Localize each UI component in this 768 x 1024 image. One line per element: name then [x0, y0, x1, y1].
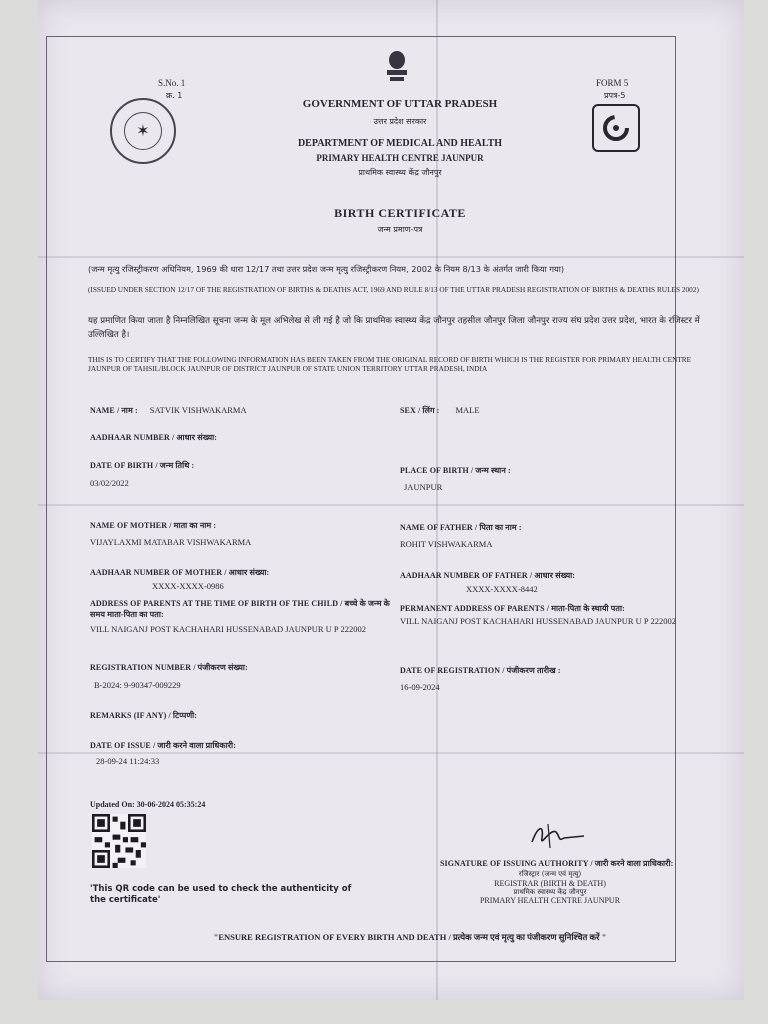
certify-statement: THIS IS TO CERTIFY THAT THE FOLLOWING INFORMATION HAS BEEN TAKEN FROM THE ORIGINAL RECORD OF BIRTH WHICH IS THE REGISTER FOR PRIMARY HEALTH CENTRE JAUNPUR OF TAHSIL/BLOCK JAUNPUR OF DISTRICT JAUNPUR OF STATE UNION TERRITORY UTTAR PRADESH, INDIA: [88, 355, 692, 373]
registration-number-value: B-2024: 9-90347-009229: [94, 680, 181, 690]
name-value: SATVIK VISHWAKARMA: [149, 405, 247, 415]
remarks-label: REMARKS (IF ANY) / टिप्पणी:: [90, 711, 198, 720]
qr-code-icon: [92, 814, 146, 868]
father-name-value: ROHIT VISHWAKARMA: [400, 539, 493, 549]
birth-address-label: ADDRESS OF PARENTS AT THE TIME OF BIRTH OF THE CHILD / बच्चे के जन्म के समय माता-पिता का पता:: [90, 599, 390, 619]
certify-statement-hindi: यह प्रमाणित किया जाता है निम्नलिखित सूचना जन्म के मूल अभिलेख से ली गई है जो कि प्राथमिक स्वास्थ्य केंद्र जौनपुर तहसील जौनपुर जिला जौनपुर राज्य संघ प्रदेश उत्तर प्रदेश, भारत के रजिस्टर में उल्लिखित है।: [88, 316, 700, 340]
act-statement: (ISSUED UNDER SECTION 12/17 OF THE REGISTRATION OF BIRTHS & DEATHS ACT, 1969 AND RULE 8/13 OF THE UTTAR PRADESH REGISTRATION OF BIRTHS & DEATHS RULES 2002): [88, 285, 699, 294]
serial-number: S.No. 1: [158, 78, 186, 88]
pob-value: JAUNPUR: [404, 482, 443, 492]
permanent-address-label: PERMANENT ADDRESS OF PARENTS / माता-पिता के स्थायी पता:: [400, 604, 625, 613]
phc-title-hindi: प्राथमिक स्वास्थ्य केंद्र जौनपुर: [358, 168, 442, 177]
serial-number-hindi: क्र. 1: [166, 91, 183, 100]
registrar-hindi: रजिस्ट्रार (जन्म एवं मृत्यु): [518, 870, 582, 878]
registration-number-label: REGISTRATION NUMBER / पंजीकरण संख्या:: [90, 663, 248, 672]
aadhaar-label: AADHAAR NUMBER / आधार संख्या:: [90, 433, 218, 442]
authority-signature-icon: [528, 818, 588, 852]
national-emblem-icon: [384, 50, 410, 84]
name-label: NAME / नाम :: [90, 406, 138, 415]
certificate-title: BIRTH CERTIFICATE: [334, 206, 466, 220]
phc-title: PRIMARY HEALTH CENTRE JAUNPUR: [316, 153, 484, 163]
department-title: DEPARTMENT OF MEDICAL AND HEALTH: [297, 138, 503, 149]
government-title-hindi: उत्तर प्रदेश सरकार: [373, 117, 427, 126]
government-title: GOVERNMENT OF UTTAR PRADESH: [302, 98, 498, 110]
registrar-title: REGISTRAR (BIRTH & DEATH): [494, 879, 606, 888]
name-row: [90, 400, 247, 418]
health-department-logo-icon: [592, 104, 640, 152]
birth-address-value: VILL NAIGANJ POST KACHAHARI HUSSENABAD JAUNPUR U P 222002: [90, 624, 366, 634]
qr-note: 'This QR code can be used to check the authenticity of the certificate': [90, 884, 352, 905]
form-number-hindi: प्रपत्र-5: [604, 91, 626, 100]
mother-aadhaar-label: AADHAAR NUMBER OF MOTHER / आधार संख्या:: [90, 568, 270, 577]
seal-emblem-icon: ✶: [124, 112, 162, 150]
mother-name-label: NAME OF MOTHER / माता का नाम :: [90, 521, 217, 530]
permanent-address-value: VILL NAIGANJ POST KACHAHARI HUSSENABAD JAUNPUR U P 222002: [400, 616, 676, 626]
registration-date-label: DATE OF REGISTRATION / पंजीकरण तारीख :: [400, 666, 561, 675]
signature-label: SIGNATURE OF ISSUING AUTHORITY / जारी करने वाला प्राधिकारी:: [440, 859, 674, 868]
registrar-phc-hindi: प्राथमिक स्वास्थ्य केंद्र जौनपुर: [513, 888, 587, 896]
mother-name-value: VIJAYLAXMI MATABAR VISHWAKARMA: [90, 537, 252, 547]
updated-timestamp: Updated On: 30-06-2024 05:35:24: [90, 800, 206, 809]
sex-label: SEX / लिंग :: [400, 406, 440, 415]
up-government-seal: [110, 98, 176, 164]
father-aadhaar-value: XXXX-XXXX-8442: [466, 584, 538, 594]
act-statement-hindi: (जन्म मृत्यु रजिस्ट्रीकरण अधिनियम, 1969 की धारा 12/17 तथा उत्तर प्रदेश जन्म मृत्यु रजिस्ट्रीकरण नियम, 2002 के नियम 8/13 के अंतर्गत जारी किया गया): [88, 264, 565, 274]
dob-value: 03/02/2022: [90, 478, 129, 488]
dob-label: DATE OF BIRTH / जन्म तिथि :: [90, 461, 195, 470]
issue-date-label: DATE OF ISSUE / जारी करने वाला प्राधिकारी:: [90, 741, 236, 750]
pob-label: PLACE OF BIRTH / जन्म स्थान :: [400, 466, 511, 475]
form-number: FORM 5: [596, 78, 629, 88]
father-aadhaar-label: AADHAAR NUMBER OF FATHER / आधार संख्या:: [400, 571, 576, 580]
certificate-title-hindi: जन्म प्रमाण-पत्र: [377, 225, 423, 234]
registration-slogan: "ENSURE REGISTRATION OF EVERY BIRTH AND DEATH / प्रत्येक जन्म एवं मृत्यु का पंजीकरण सुनिश्चित करें ": [213, 932, 607, 942]
mother-aadhaar-value: XXXX-XXXX-0986: [152, 581, 224, 591]
registration-date-value: 16-09-2024: [400, 682, 440, 692]
sex-row: [400, 400, 480, 418]
sex-value: MALE: [455, 405, 480, 415]
registrar-phc: PRIMARY HEALTH CENTRE JAUNPUR: [479, 896, 621, 905]
father-name-label: NAME OF FATHER / पिता का नाम :: [400, 523, 522, 532]
issue-date-value: 28-09-24 11:24:33: [96, 756, 160, 766]
